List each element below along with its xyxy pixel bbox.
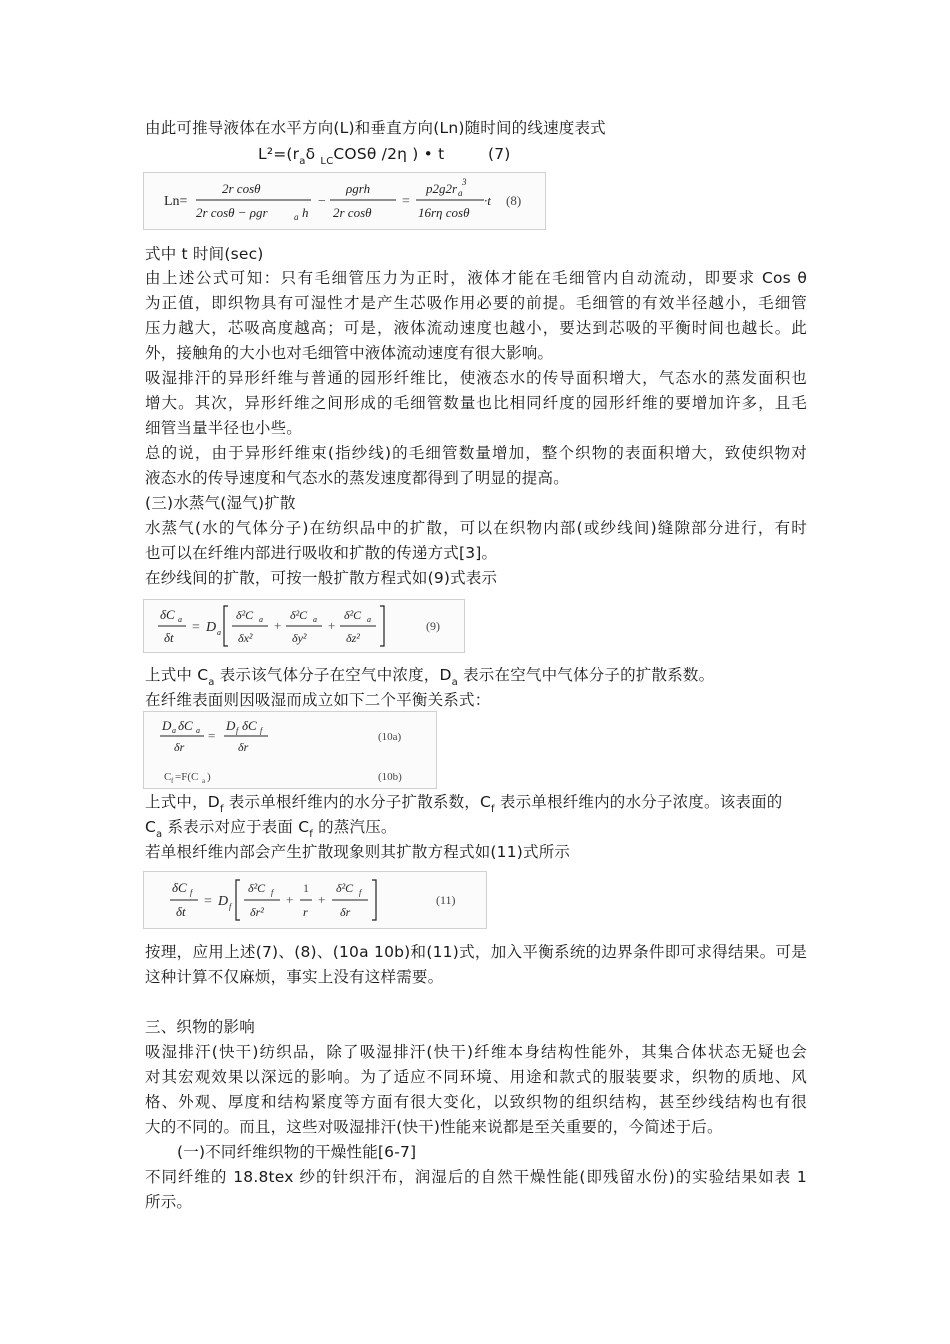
eq10b-rest: =F(C <box>175 771 199 783</box>
p6-line: 上式中 $C_a$ 表示该气体分子在空气中浓度，$D_a$ 表示在空气中气体分子的扩散系数。 <box>145 666 715 688</box>
p1-line-2: 为正值，即织物具有可湿性才是产生芯吸作用必要的前提。毛细管的有效半径越小，毛细管 <box>145 294 807 312</box>
eq10b-lhs-sub: f <box>171 777 174 785</box>
eq11-b-num: δ²C <box>336 881 354 895</box>
eq8-t3-num-sub: a <box>458 188 463 198</box>
eq11-D-sub: f <box>229 902 232 911</box>
eq9-lhs-sub: a <box>178 615 182 624</box>
eq9-eq: = <box>192 620 200 635</box>
eq11-lhs-num: δC <box>172 880 187 895</box>
p2-line-2: 增大。其次，异形纤维之间形成的毛细管数量也比相同纤度的园形纤维的要增加许多，且毛 <box>145 394 807 412</box>
eq11-b-sub: f <box>359 888 362 897</box>
eq10a-rhs-b: δC <box>242 718 257 733</box>
p12-line-1: 不同纤维的 18.8tex 纱的针织汗布，润湿后的自然干燥性能(即残留水份)的实验结果如表 1 <box>145 1168 807 1186</box>
intro-line: 由此可推导液体在水平方向(L)和垂直方向(Ln)随时间的线速度表式 <box>145 119 606 137</box>
p3-line-2: 液态水的传导速度和气态水的蒸发速度都得到了明显的提高。 <box>145 469 569 487</box>
p1-line-1: 由上述公式可知：只有毛细管压力为正时，液体才能在毛细管内自动流动，即要求 Cos θ <box>145 269 807 287</box>
eq9-a2-num-sub: a <box>313 615 317 624</box>
eq10a-lhs-b: δC <box>178 718 193 733</box>
p4-line-1: 水蒸气(水的气体分子)在纺织品中的扩散，可以在织物内部(或纱线间)缝隙部分进行，有时 <box>145 519 807 537</box>
subheading-vapor-diffusion: (三)水蒸气(湿气)扩散 <box>145 494 296 512</box>
eq9-D: D <box>206 620 217 635</box>
eq9-a1-num-sub: a <box>259 615 263 624</box>
eq10b-rest-sub: a <box>202 777 206 785</box>
eq8-t1-num: 2r cosθ <box>222 181 261 196</box>
eq9-a3-den: δz² <box>346 631 360 645</box>
eq9-a3-num: δ²C <box>344 608 362 622</box>
eq9-a1-den: δx² <box>238 631 253 645</box>
eq9-D-sub: a <box>217 628 221 637</box>
eq11-r: r <box>303 905 308 919</box>
eq8-t1-den: 2r cosθ − ρgr <box>196 205 268 220</box>
p1-line-3: 压力越大，芯吸高度越高；可是，液体流动速度也越小，要达到芯吸的平衡时间也越长。此 <box>145 319 807 337</box>
p5-line: 在纱线间的扩散，可按一般扩散方程式如(9)式表示 <box>145 569 498 587</box>
eq10b-number: (10b) <box>378 771 402 783</box>
p2-line-1: 吸湿排汗的异形纤维与普通的园形纤维比，使液态水的传导面积增大，气态水的蒸发面积也 <box>145 369 807 387</box>
p11-line-3: 格、外观、厚度和结构紧度等方面有很大变化，以致织物的组织结构，甚至纱线结构也有很 <box>145 1093 807 1111</box>
equation-7: $L^2=(r_a\delta$ $_{LC}$COSθ /2η ) • t <box>258 145 445 167</box>
eq10a-rhs-den: δr <box>238 740 249 754</box>
eq9-lhs-num: δC <box>160 607 175 622</box>
eq8-t: ·t <box>484 193 491 208</box>
eq8-t3-den: 16rη cosθ <box>418 205 470 220</box>
p7-line: 在纤维表面则因吸湿而成立如下二个平衡关系式： <box>145 691 491 709</box>
eq8-t2-den: 2r cosθ <box>333 205 372 220</box>
p11-line-2: 对其宏观效果以深远的影响。为了适应不同环境、用途和款式的服装要求，织物的质地、风 <box>145 1068 807 1086</box>
section-heading-fabric: 三、织物的影响 <box>145 1018 255 1036</box>
p10-line-1: 按理，应用上述(7)、(8)、(10a 10b)和(11)式，加入平衡系统的边界条件即可求得结果。可是 <box>145 943 807 961</box>
eq11-D: D <box>218 894 229 909</box>
p8-line-2: $C_a$ 系表示对应于表面 $C_f$ 的蒸汽压。 <box>145 818 397 840</box>
eq10b-lhs: C <box>164 771 172 783</box>
eq11-b-den: δr <box>340 905 351 919</box>
eq11-a-sub: f <box>271 888 274 897</box>
eq9-a2-num: δ²C <box>290 608 308 622</box>
eq9-plus-2: + <box>328 618 336 633</box>
eq11-lhs-sub: f <box>190 888 193 897</box>
eq10a-rhs: D <box>226 718 236 733</box>
equation-11-image <box>143 871 487 929</box>
eq8-minus: − <box>318 194 326 209</box>
p4-line-2: 也可以在纤维内部进行吸收和扩散的传递方式[3]。 <box>145 544 498 562</box>
p3-line-1: 总的说，由于异形纤维束(指纱线)的毛细管数量增加，整个织物的表面积增大，致使织物对 <box>145 444 807 462</box>
eq11-a-num: δ²C <box>248 881 266 895</box>
eq10a-rhs-sub: f <box>236 726 239 735</box>
eq8-eq: = <box>402 194 410 209</box>
eq10a-eq: = <box>208 728 216 743</box>
eq11-one: 1 <box>303 881 309 895</box>
eq11-lhs-den: δt <box>176 904 186 919</box>
eq8-t1-den-end: h <box>302 205 309 220</box>
eq10b-end: ) <box>207 771 211 783</box>
eq9-lhs-den: δt <box>164 630 174 645</box>
equation-10-image <box>143 711 437 789</box>
p10-line-2: 这种计算不仅麻烦，事实上没有这样需要。 <box>145 968 444 986</box>
eq9-a3-num-sub: a <box>367 615 371 624</box>
eq11-eq: = <box>204 894 212 909</box>
eq9-a2-den: δy² <box>292 631 307 645</box>
eq10a-rhs-b-sub: f <box>260 726 263 735</box>
subheading-drying: (一)不同纤维织物的干燥性能[6-7] <box>177 1143 417 1161</box>
p8-line-1: 上式中，$D_f$ 表示单根纤维内的水分子扩散系数，$C_f$ 表示单根纤维内的水分子浓度。该表面的 <box>145 793 783 815</box>
eq8-t3-num: p2g2r <box>426 181 458 196</box>
p1-line-4: 外，接触角的大小也对毛细管中液体流动速度有很大影响。 <box>145 344 554 362</box>
eq9-a1-num: δ²C <box>236 608 254 622</box>
eq9-number: (9) <box>426 619 440 633</box>
eq8-number: (8) <box>506 193 522 208</box>
eq10a-lhs-sub: a <box>172 726 176 735</box>
eq10a-number: (10a) <box>378 731 402 743</box>
eq10a-lhs-den: δr <box>174 740 185 754</box>
eq10a-lhs-b-sub: a <box>196 726 200 735</box>
p11-line-1: 吸湿排汗(快干)纺织品，除了吸湿排汗(快干)纤维本身结构性能外，其集合体状态无疑也会 <box>145 1043 807 1061</box>
equation-9-image <box>143 599 465 653</box>
eq8-t3-num-sup: 3 <box>462 177 467 187</box>
p11-line-4: 大的不同的。而且，这些对吸湿排汗(快干)性能来说都是至关重要的，今简述于后。 <box>145 1118 723 1136</box>
eq8-t2-num: ρgrh <box>346 181 371 196</box>
eq9-plus-1: + <box>274 618 282 633</box>
t-definition: 式中 t 时间(sec) <box>145 245 264 263</box>
eq8-t1-den-sub: a <box>294 212 299 222</box>
equation-7-number: (7) <box>488 145 511 163</box>
eq11-plus-1: + <box>286 892 294 907</box>
eq11-number: (11) <box>436 893 456 907</box>
eq10a-lhs: D <box>162 718 172 733</box>
p9-line: 若单根纤维内部会产生扩散现象则其扩散方程式如(11)式所示 <box>145 843 571 861</box>
eq11-plus-2: + <box>318 892 326 907</box>
p2-line-3: 细管当量半径也小些。 <box>145 419 303 437</box>
eq11-a-den: δr² <box>250 905 264 919</box>
equation-8-image <box>143 172 546 230</box>
p12-line-2: 所示。 <box>145 1193 193 1211</box>
eq8-lhs: Ln= <box>164 194 188 209</box>
